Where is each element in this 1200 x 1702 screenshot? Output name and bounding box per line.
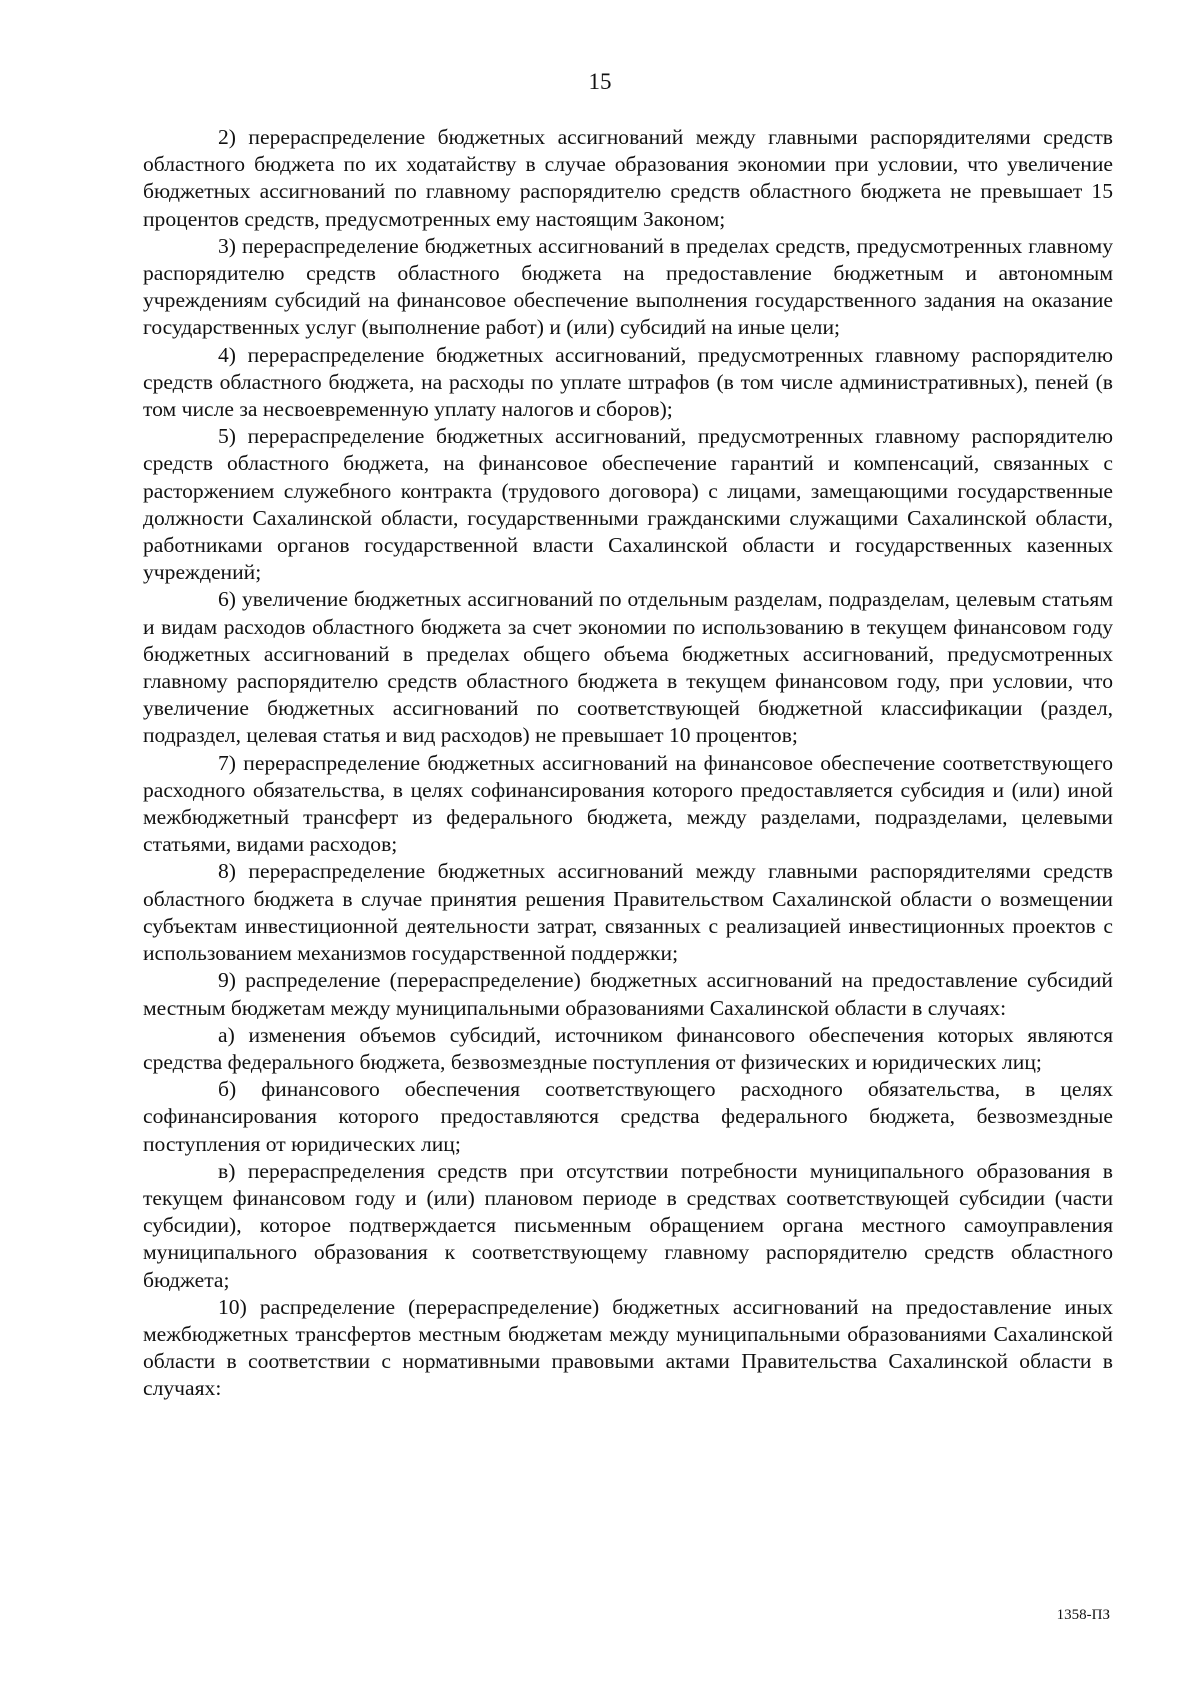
paragraph-subitem-a: а) изменения объемов субсидий, источником финансового обеспечения которых являются средства федерального бюджета, безвозмездные поступления от физических и юридических лиц; (143, 1022, 1113, 1074)
paragraph-subitem-b: б) финансового обеспечения соответствующего расходного обязательства, в целях софинансирования которого предоставляются средства федерального бюджета, безвозмездные поступления от юридических лиц; (143, 1077, 1113, 1156)
paragraph-item-3: 3) перераспределение бюджетных ассигнований в пределах средств, предусмотренных главному распорядителю средств областного бюджета на предоставление бюджетным и автономным учреждениям субсидий на финансовое обеспечение выполнения государственного задания на оказание государственных услуг (выполнение работ) и (или) субсидий на иные цели; (143, 233, 1113, 340)
paragraph-item-7: 7) перераспределение бюджетных ассигнований на финансовое обеспечение соответствующего расходного обязательства, в целях софинансирования которого предоставляется субсидия и (или) иной межбюджетный трансферт из федерального бюджета, между разделами, подразделами, целевыми статьями, видами расходов; (143, 750, 1113, 857)
paragraph-subitem-v: в) перераспределения средств при отсутствии потребности муниципального образования в текущем финансовом году и (или) плановом периоде в средствах соответствующей субсидии (части субсидии), которое подтверждается письменным обращением органа местного самоуправления муниципального образования к соответствующему главному распорядителю средств областного бюджета; (143, 1158, 1113, 1292)
paragraph-item-5: 5) перераспределение бюджетных ассигнований, предусмотренных главному распорядителю средств областного бюджета, на финансовое обеспечение гарантий и компенсаций, связанных с расторжением служебного контракта (трудового договора) с лицами, замещающими государственные должности Сахалинской области, государственными гражданскими служащими Сахалинской области, работниками органов государственной власти Сахалинской области и государственных казенных учреждений; (143, 424, 1113, 585)
paragraph-item-4: 4) перераспределение бюджетных ассигнований, предусмотренных главному распорядителю средств областного бюджета, на расходы по уплате штрафов (в том числе административных), пеней (в том числе за несвоевременную уплату налогов и сборов); (143, 342, 1113, 422)
paragraph-item-6: 6) увеличение бюджетных ассигнований по отдельным разделам, подразделам, целевым статьям и видам расходов областного бюджета за счет экономии по использованию в текущем финансовом году бюджетных ассигнований в пределах общего объема бюджетных ассигнований, предусмотренных главному распорядителю средств областного бюджета в текущем финансовом году, при условии, что увеличение бюджетных ассигнований по соответствующей бюджетной классификации (раздел, подраздел, целевая статья и вид расходов) не превышает 10 процентов; (143, 587, 1113, 748)
paragraph-item-8: 8) перераспределение бюджетных ассигнований между главными распорядителями средств областного бюджета в случае принятия решения Правительством Сахалинской области о возмещении субъектам инвестиционной деятельности затрат, связанных с реализацией инвестиционных проектов с использованием механизмов государственной поддержки; (143, 859, 1113, 966)
document-body (143, 124, 1113, 1403)
document-code: 1358-ПЗ (1056, 1607, 1110, 1623)
paragraph-item-10: 10) распределение (перераспределение) бюджетных ассигнований на предоставление иных межбюджетных трансфертов местным бюджетам между муниципальными образованиями Сахалинской области в соответствии с нормативными правовыми актами Правительства Сахалинской области в случаях: (143, 1294, 1113, 1401)
page-number: 15 (588, 69, 612, 94)
paragraph-item-2: 2) перераспределение бюджетных ассигнований между главными распорядителями средств областного бюджета по их ходатайству в случае образования экономии при условии, что увеличение бюджетных ассигнований по главному распорядителю средств областного бюджета не превышает 15 процентов средств, предусмотренных ему настоящим Законом; (143, 125, 1113, 231)
paragraph-item-9: 9) распределение (перераспределение) бюджетных ассигнований на предоставление субсидий местным бюджетам между муниципальными образованиями Сахалинской области в случаях: (143, 968, 1113, 1020)
